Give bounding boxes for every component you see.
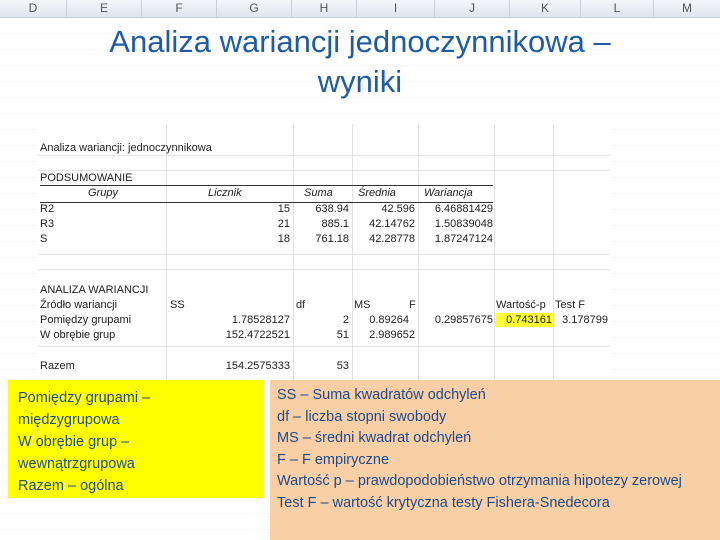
legend-desc: wewnątrzgrupowa bbox=[18, 456, 135, 472]
summary-cell: S bbox=[40, 233, 48, 245]
summary-cell: 42.14762 bbox=[369, 218, 415, 230]
column-header-e[interactable]: E bbox=[67, 0, 142, 17]
anova-cell-p-value: 0.743161 bbox=[506, 314, 552, 326]
legend-abbreviations: SS – Suma kwadratów odchyleń df – liczba stopni swobody MS – średni kwadrat odchyleń F – F empiryczne Wartość p – prawdopodobieństwo otrzymania hipotezy zerowej Test F – wartość krytyczna testy Fishera-Snedecora bbox=[270, 380, 720, 540]
summary-cell: 1.87247124 bbox=[434, 233, 493, 245]
anova-cell: 2 bbox=[342, 314, 349, 326]
anova-cell: 154.2575333 bbox=[225, 360, 290, 372]
slide-title bbox=[30, 22, 690, 102]
summary-cell: 18 bbox=[277, 233, 290, 245]
summary-cell: R2 bbox=[40, 203, 55, 215]
anova-cell: Razem bbox=[40, 360, 75, 372]
slide-title-line-2: wyniki bbox=[317, 64, 403, 99]
anova-cell: 0.29857675 bbox=[434, 314, 493, 326]
legend-desc: wartość krytyczna testy Fishera-Snedecora bbox=[332, 494, 610, 511]
summary-cell: 1.50839048 bbox=[434, 218, 493, 230]
legend-desc: prawdopodobieństwo otrzymania hipotezy zerowej bbox=[357, 473, 682, 489]
anova-cell: 53 bbox=[336, 360, 349, 372]
legend-desc: międzygrupowa bbox=[18, 412, 120, 428]
summary-cell: 15 bbox=[277, 203, 290, 215]
summary-cell: 6.46881429 bbox=[434, 203, 493, 215]
summary-cell: 42.28778 bbox=[369, 233, 415, 245]
column-header-i[interactable]: I bbox=[357, 0, 435, 17]
anova-cell: 1.78528127 bbox=[231, 314, 290, 326]
summary-cell: 885.1 bbox=[321, 218, 349, 230]
summary-cell: R3 bbox=[40, 218, 55, 230]
anova-header-p-value: Wartość-p bbox=[496, 299, 546, 311]
legend-term: SS bbox=[277, 387, 297, 403]
legend-desc: średni kwadrat odchyleń bbox=[314, 430, 472, 446]
anova-cell: 0.89264 bbox=[369, 314, 409, 326]
summary-header-variance: Wariancja bbox=[424, 187, 473, 199]
column-header-j[interactable]: J bbox=[435, 0, 510, 17]
anova-cell: Pomiędzy grupami bbox=[40, 314, 132, 326]
column-header-m[interactable]: M bbox=[682, 1, 692, 15]
anova-cell: 3.178799 bbox=[562, 314, 608, 326]
legend-term: F bbox=[277, 451, 286, 468]
summary-cell: 21 bbox=[277, 218, 290, 230]
anova-cell: W obrębie grup bbox=[40, 329, 116, 341]
anova-cell: 51 bbox=[336, 329, 349, 341]
legend-term: Razem bbox=[18, 478, 64, 494]
summary-cell: 42.596 bbox=[381, 203, 415, 215]
legend-desc: Suma kwadratów odchyleń bbox=[312, 387, 486, 403]
legend-desc: ogólna bbox=[80, 478, 124, 494]
anova-header-f-crit: Test F bbox=[555, 299, 585, 311]
anova-cell: 2.989652 bbox=[369, 329, 415, 341]
anova-header-f: F bbox=[409, 299, 416, 311]
legend-term: W obrębie grup bbox=[18, 434, 118, 450]
summary-header-mean: Średnia bbox=[358, 187, 396, 199]
column-header-l[interactable]: L bbox=[581, 0, 654, 17]
spreadsheet-column-header bbox=[0, 0, 720, 18]
anova-header-source: Źródło wariancji bbox=[40, 299, 118, 311]
column-header-g[interactable]: G bbox=[217, 0, 292, 17]
column-header-h[interactable]: H bbox=[292, 0, 357, 17]
summary-header-sum: Suma bbox=[304, 187, 333, 199]
anova-section-label: ANALIZA WARIANCJI bbox=[40, 284, 149, 296]
legend-term: MS bbox=[277, 430, 299, 446]
anova-results-sheet bbox=[38, 124, 610, 380]
anova-header-ss: SS bbox=[170, 299, 185, 311]
legend-term: Test F bbox=[277, 494, 317, 511]
anova-header-df: df bbox=[296, 299, 306, 311]
slide-title-line-1: Analiza wariancji jednoczynnikowa – bbox=[109, 24, 611, 59]
column-header-d[interactable]: D bbox=[0, 0, 67, 17]
summary-cell: 761.18 bbox=[315, 233, 349, 245]
legend-term: Wartość p bbox=[277, 473, 342, 489]
column-header-k[interactable]: K bbox=[510, 0, 581, 17]
sheet-caption: Analiza wariancji: jednoczynnikowa bbox=[40, 142, 212, 154]
legend-desc: liczba stopni swobody bbox=[305, 408, 447, 425]
summary-cell: 638.94 bbox=[315, 203, 349, 215]
anova-cell: 152.4722521 bbox=[225, 329, 290, 341]
legend-term: Pomiędzy grupami bbox=[18, 390, 139, 406]
summary-section-label: PODSUMOWANIE bbox=[40, 172, 133, 184]
summary-header-groups: Grupy bbox=[88, 187, 118, 199]
summary-header-count: Licznik bbox=[208, 187, 242, 199]
legend-variance-sources: Pomiędzy grupami – międzygrupowa W obrębie grup – wewnątrzgrupowa Razem – ogólna bbox=[8, 380, 264, 498]
legend-desc: F empiryczne bbox=[301, 451, 390, 468]
column-header-f[interactable]: F bbox=[142, 0, 217, 17]
anova-header-ms: MS bbox=[354, 299, 371, 311]
legend-term: df bbox=[277, 408, 290, 425]
